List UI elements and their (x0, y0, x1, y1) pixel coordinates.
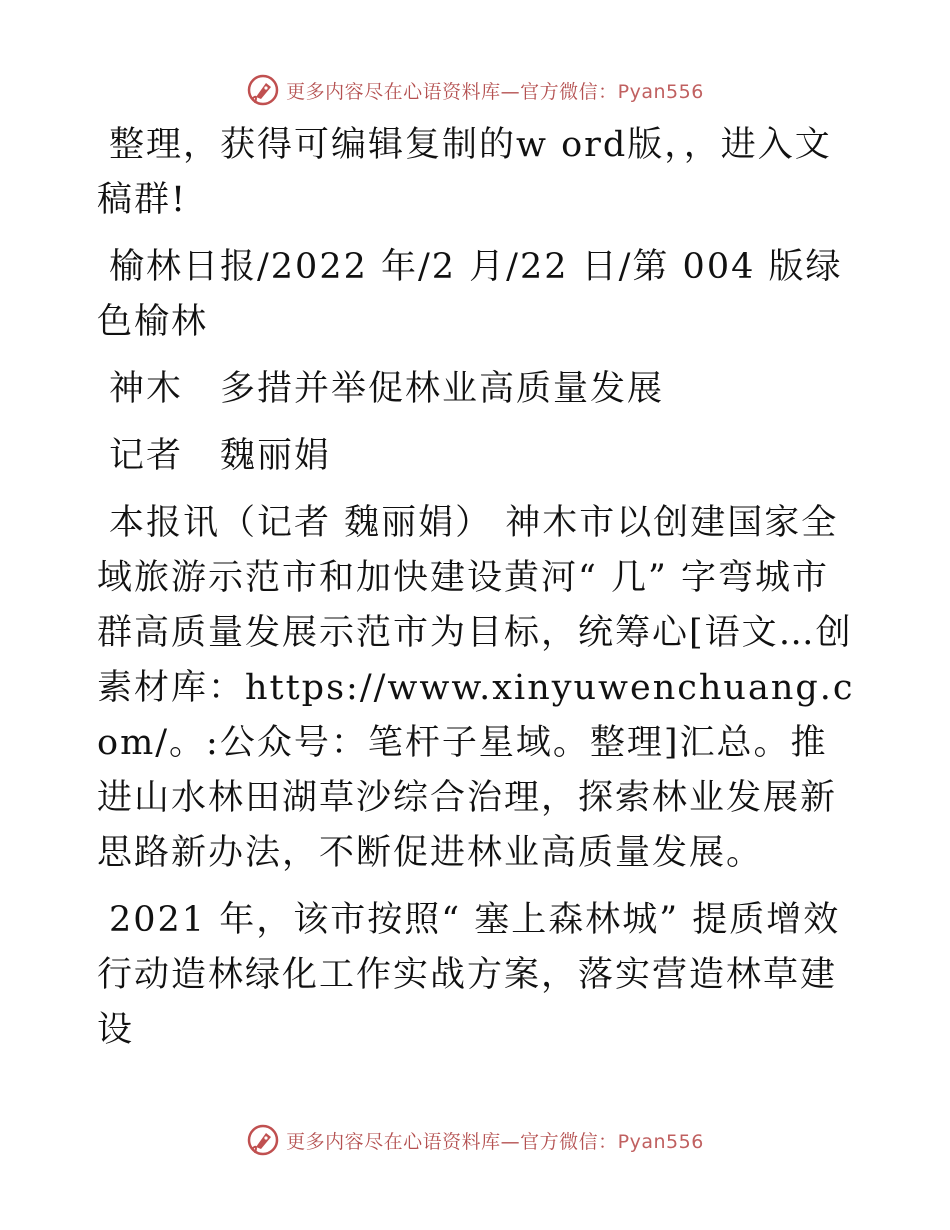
paragraph-body-2: 2021 年，该市按照“ 塞上森林城” 提质增效行动造林绿化工作实战方案，落实营造林草建设 (97, 900, 841, 1050)
footer-banner (0, 1120, 950, 1160)
banner-text: 更多内容尽在心语资料库—官方微信：Pyan556 (286, 80, 704, 103)
pen-nib-circle-icon (246, 73, 280, 107)
article-byline: 记者 魏丽娟 (109, 436, 332, 476)
paragraph-body-1: 本报讯（记者 魏丽娟） 神木市以创建国家全域旅游示范市和加快建设黄河“ 几” 字弯城市群高质量发展示范市为目标，统筹心[语文…创素材库：https://www.xinyuwenchuang.com/。:公众号：笔杆子星域。整理]汇总。推进山水林田湖草沙综合治理，探索林业发展新思路新办法，不断促进林业高质量发展。 (97, 503, 855, 873)
paragraph-source: 榆林日报/2022 年/2 月/22 日/第 004 版绿色榆林 (97, 247, 843, 342)
header-banner (0, 70, 950, 110)
document-body (97, 118, 857, 1070)
paragraph-intro: 整理，获得可编辑复制的w ord版，，进入文稿群! (97, 125, 832, 220)
article-title: 神木 多措并举促林业高质量发展 (109, 369, 665, 409)
banner-text: 更多内容尽在心语资料库—官方微信：Pyan556 (286, 1130, 704, 1153)
wechat-id: Pyan556 (617, 80, 704, 103)
wechat-id: Pyan556 (617, 1130, 704, 1153)
pen-nib-circle-icon (246, 1123, 280, 1157)
